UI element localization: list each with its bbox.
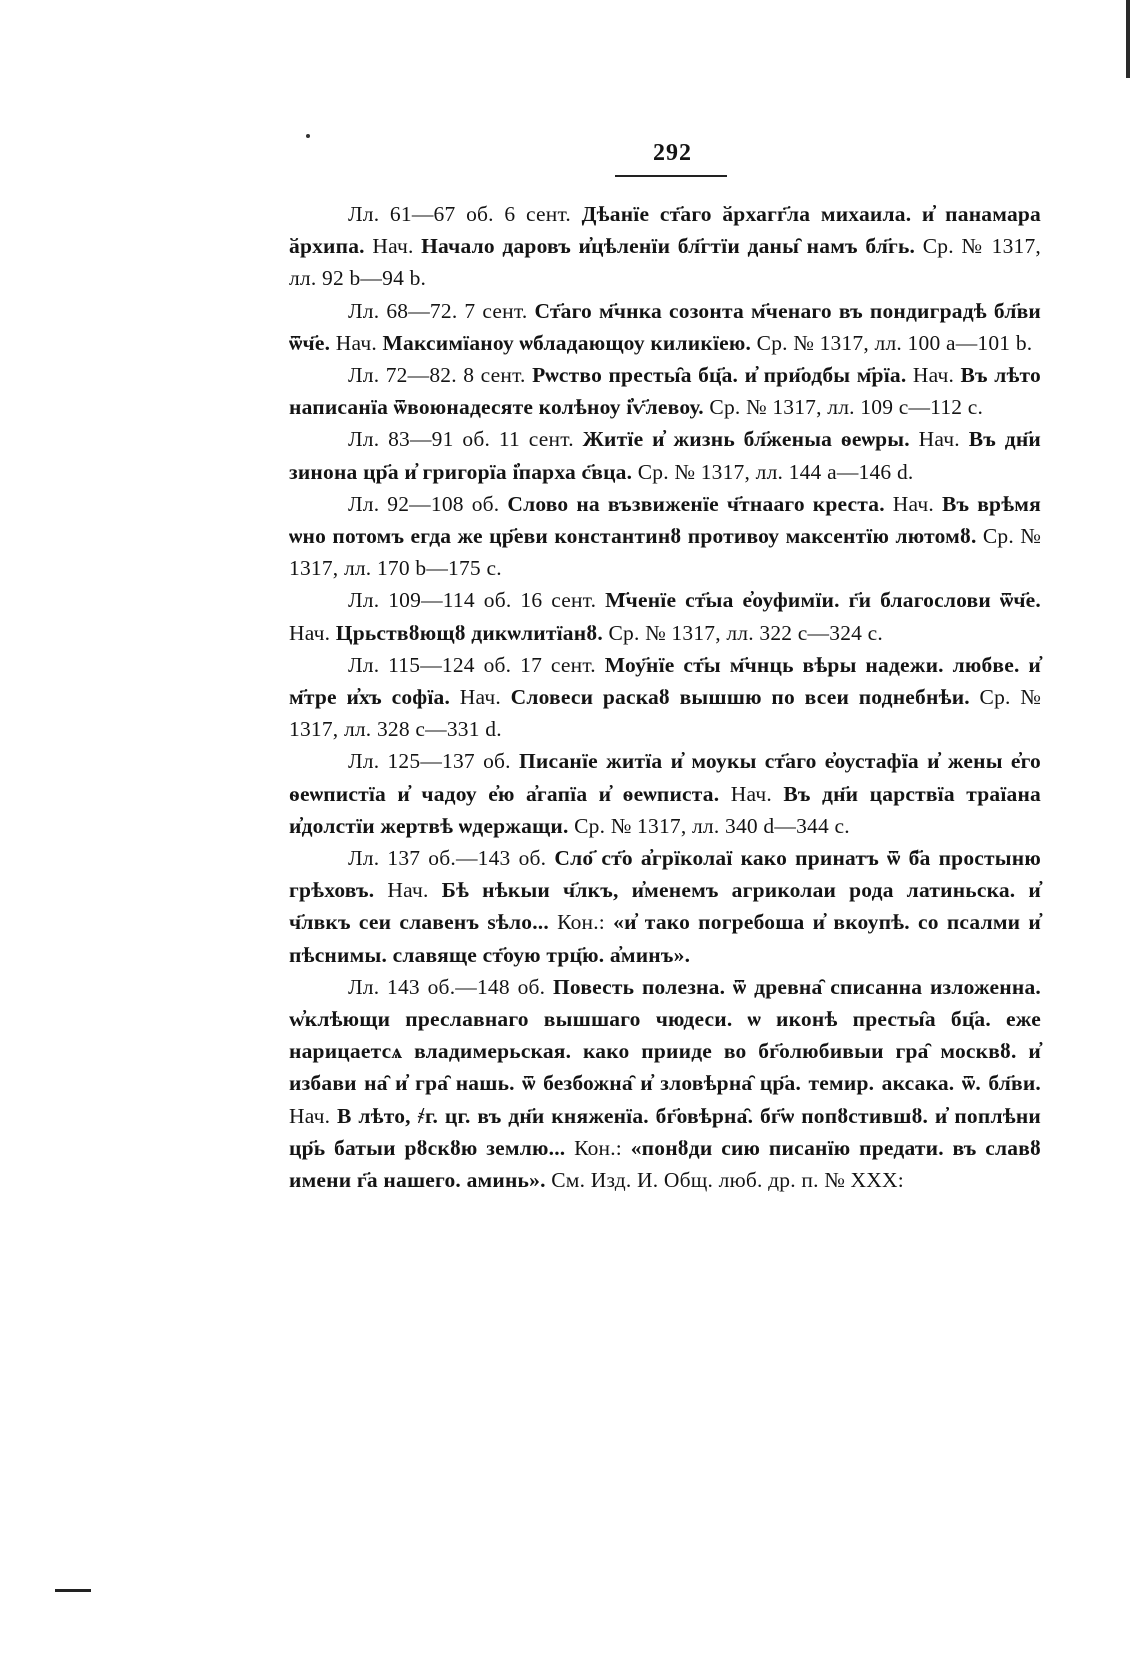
slavonic-title: Ст҃аго м҃чнка созонта м҃ченаго въ пондиградѣ бл҃ви ѿч҃е.	[289, 298, 1042, 355]
slavonic-title: Повесть полезна. ѿ древна̑ списанна изложенна. w҆клѣющи преславнаго вышшаго чюдеси. ѡ иконѣ престы̑а бц҃а. еже нарицаетсѧ владимерьская. како прииде во бг҃олюбивыи гра̑ москвȣ. и҆ избави на̑ и҆ гра̑ нашь. ѿ безбожна̑ и҆ зловѣрна̑ цр҃а. темир. аксака. ѿ. бл҃ви.	[289, 974, 1041, 1096]
folio-reference: Лл. 83—91 об. 11 сент.	[348, 427, 574, 452]
incipit-label: Нач.	[892, 491, 934, 516]
ink-speck	[306, 134, 310, 138]
catalog-entry	[289, 423, 1041, 487]
folio-reference: Лл. 109—114 об. 16 сент.	[348, 588, 597, 613]
cross-reference: Ср. № 1317, лл. 144 a—146 d.	[637, 459, 914, 484]
cross-reference: Ср. № 1317, лл. 328 c—331 d.	[289, 685, 1042, 742]
slavonic-title: Моу҃нїе ст҃ы м҃чнць вѣры надежи. любве. и҆ м҃тре и҆хъ софїа.	[289, 652, 1042, 710]
page-edge-shadow	[1126, 0, 1130, 78]
incipit-text: Бѣ нѣкыи ч҃лкъ, и҆менемъ агриколаи рода латиньска. и҆ ч҃лвкъ сеи славенъ ѕѣло...	[289, 878, 1041, 935]
folio-reference: Лл. 92—108 об.	[348, 491, 500, 516]
folio-reference: Лл. 125—137 об.	[348, 749, 511, 774]
cross-reference: Ср. № 1317, лл. 322 c—324 c.	[608, 620, 883, 645]
page-number-rule	[615, 175, 727, 177]
catalog-entry	[289, 584, 1041, 648]
explicit-text: «и҆ тако погребоша и҆ вкоупѣ. со псалми и҆ пѣснимы. славяще ст҃оую трц҃ю. а҆минъ».	[289, 910, 1042, 967]
folio-reference: Лл. 115—124 об. 17 сент.	[348, 652, 596, 677]
explicit-text: «понȣди сию писанїю предати. въ славȣ имени г҃а нашего. аминь».	[289, 1135, 1042, 1193]
incipit-text: Максимїаноу ѡбладающоу киликїею.	[382, 330, 752, 355]
slavonic-title: Дѣанїе ст҃аго ӑрхагг҃ла михаила. и҆ панамара ӑрхипа.	[289, 202, 1041, 259]
explicit-label: Кон.:	[557, 910, 605, 935]
folio-reference: Лл. 68—72. 7 сент.	[348, 298, 528, 323]
incipit-text: Црьствȣющȣ дикѡлитїанȣ.	[335, 620, 603, 645]
catalog-entry	[289, 359, 1041, 423]
incipit-label: Нач.	[289, 1103, 331, 1128]
cross-reference: Ср. № 1317, лл. 92 b—94 b.	[289, 234, 1042, 291]
incipit-label: Нач.	[372, 234, 414, 259]
incipit-text: Начало даровъ и҆цѣленїи бл҃гтїи даны̑ намъ бл҃гь.	[421, 234, 916, 259]
incipit-text: Словеси раскаȣ вышшю по всеи поднебнѣи.	[510, 685, 970, 710]
incipit-label: Нач.	[289, 620, 331, 645]
incipit-label: Нач.	[918, 427, 960, 452]
slavonic-title: Рѡство престы̑а бц҃а. и҆ при҃одбы м҃рїа.	[532, 363, 907, 388]
catalog-body	[289, 198, 1041, 1196]
slavonic-title: Слово на възвиженїе ч҃тнааго креста.	[507, 491, 885, 516]
cross-reference: Ср. № 1317, лл. 109 c—112 c.	[709, 395, 984, 420]
catalog-entry	[289, 198, 1041, 295]
incipit-text: Въ дн҃и зинона цр҃а и҆ григорїа і҆парха с҃вца.	[289, 427, 1042, 484]
cross-reference: Ср. № 1317, лл. 170 b—175 c.	[289, 524, 1042, 581]
folio-reference: Лл. 61—67 об. 6 сент.	[348, 202, 572, 226]
incipit-text: Въ дн҃и царствїа траїана и҆долстїи жертвѣ ѡдержащи.	[289, 781, 1041, 838]
incipit-label: Нач.	[387, 878, 429, 903]
incipit-label: Нач.	[730, 781, 772, 806]
incipit-text: Въ лѣто написанїа ѿвоюнадесяте колѣноу і҆ѵ҃левоу.	[289, 363, 1041, 420]
slavonic-title: М҃ченїе ст҃ыа е҆оуфимїи. г҃и благослови ѿч҃е.	[605, 588, 1041, 613]
incipit-label: Нач.	[912, 363, 955, 388]
folio-reference: Лл. 143 об.—148 об.	[348, 974, 546, 999]
slavonic-title: Житїе и҆ жизнь бл҃женыа ѳеѡры.	[582, 427, 910, 452]
cross-reference: См. Изд. И. Общ. люб. др. п. № XXX:	[551, 1168, 904, 1193]
explicit-label: Кон.:	[574, 1135, 622, 1160]
page-number: 292	[653, 140, 692, 166]
folio-reference: Лл. 72—82. 8 сент.	[348, 363, 526, 388]
catalog-entry	[289, 842, 1041, 971]
catalog-entry	[289, 295, 1041, 359]
slavonic-title: Сло҃ ст҃о а҆грїколаї како принатъ ѿ б҃а простыню грѣховъ.	[289, 846, 1041, 903]
folio-reference: Лл. 137 об.—143 об.	[348, 846, 547, 871]
catalog-entry	[289, 971, 1041, 1196]
incipit-label: Нач.	[335, 330, 377, 355]
incipit-text: В лѣто, ҂г. цг. въ дн҃и княженїа. бг҃овѣрна̑. бг҃ѡ попȣстившȣ. и҆ поплѣни цр҃ь батыи рȣскȣю землю...	[289, 1103, 1041, 1160]
catalog-entry	[289, 488, 1041, 585]
ink-mark	[55, 1589, 91, 1592]
catalog-entry	[289, 745, 1041, 842]
incipit-label: Нач.	[459, 685, 501, 710]
slavonic-title: Писанїе житїа и҆ моукы ст҃аго е҆оустафїа и҆ жены е҆го ѳеѡпистїа и҆ чадоу е҆ю а҆гапїа и҆ ѳеѡписта.	[289, 749, 1042, 806]
incipit-text: Въ врѣмя ѡно потомъ егда же цр҃еви константинȣ противоу максентїю лютомȣ.	[289, 491, 1041, 549]
cross-reference: Ср. № 1317, лл. 340 d—344 c.	[574, 813, 850, 838]
catalog-entry	[289, 649, 1041, 746]
cross-reference: Ср. № 1317, лл. 100 a—101 b.	[756, 330, 1033, 355]
